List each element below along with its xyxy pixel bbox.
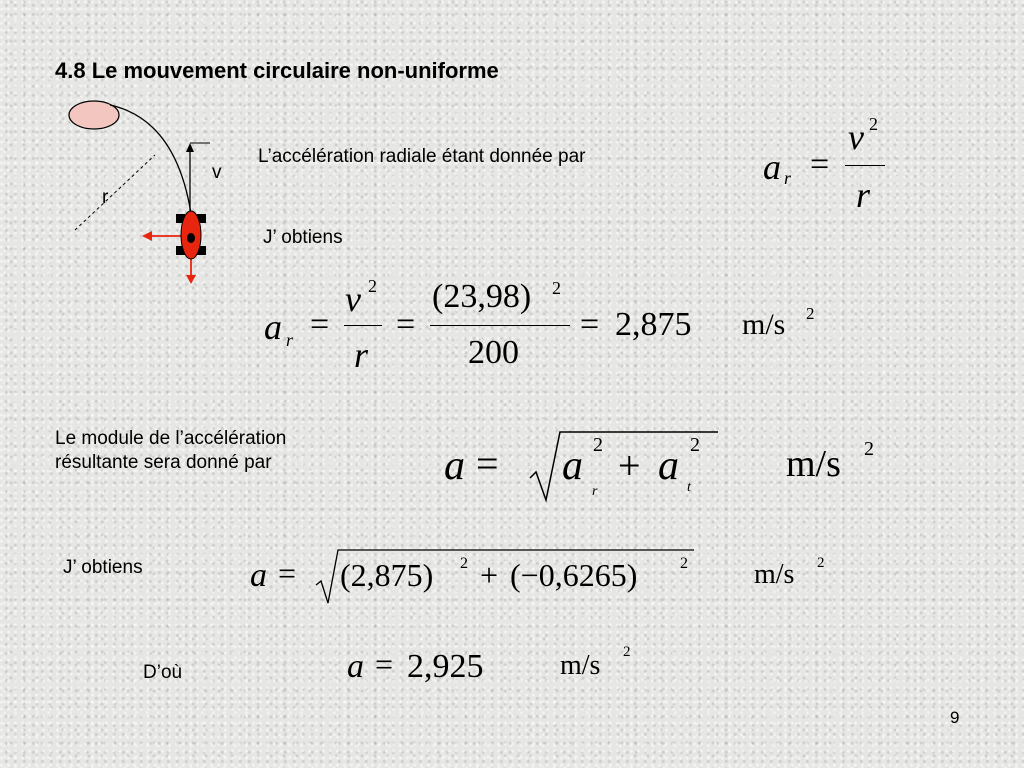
eq4-term1-sup: 2	[460, 555, 468, 572]
radial-arrowhead	[142, 231, 152, 241]
eq3-unit-sup: 2	[864, 438, 874, 460]
eq2-numerator-2: (23,98)	[432, 278, 532, 315]
trajectory-curve	[110, 105, 192, 220]
eq2-numerator: v	[345, 279, 361, 319]
tangential-arrowhead	[186, 275, 196, 284]
eq5-unit: m/s	[560, 650, 601, 681]
eq2-num-sup: 2	[368, 276, 377, 296]
eq4-term2-sup: 2	[680, 555, 688, 572]
eq4-unit-sup: 2	[817, 555, 825, 571]
eq1-numerator: v	[848, 117, 864, 157]
circular-motion-diagram	[60, 95, 230, 290]
eq2-fraction-bar-2	[430, 325, 570, 326]
eq2-denominator: r	[354, 335, 369, 375]
eq4-equals: =	[278, 555, 297, 591]
eq4-plus: +	[480, 557, 499, 593]
car-icon	[176, 211, 206, 259]
eq5-unit-sup: 2	[623, 644, 631, 660]
eq3-term1: a	[562, 443, 583, 489]
eq2-equals-3: =	[580, 306, 600, 343]
eq2-equals-1: =	[310, 306, 330, 343]
obtain-text-2: J’ obtiens	[63, 557, 143, 578]
eq1-denominator: r	[856, 175, 871, 215]
velocity-label: v	[212, 162, 222, 183]
eq5-value: 2,925	[407, 648, 484, 685]
eq1-num-sup: 2	[869, 114, 878, 134]
slide-title: 4.8 Le mouvement circulaire non-uniforme	[55, 58, 499, 83]
eq3-term1-sub: r	[592, 484, 598, 499]
eq2-fraction-bar-1	[344, 325, 382, 326]
equation-resultant-magnitude	[440, 420, 890, 515]
eq3-lhs: a	[444, 443, 465, 489]
eq1-fraction-bar	[845, 165, 885, 166]
module-text: Le module de l’accélération résultante sera donné par	[55, 428, 287, 473]
eq4-lhs: a	[250, 557, 267, 594]
eq1-lhs: a	[763, 147, 781, 187]
radius-label: r	[102, 187, 109, 208]
eq4-term1: (2,875)	[340, 557, 434, 593]
equation-radial-definition	[760, 110, 900, 220]
eq3-term1-sup: 2	[593, 434, 603, 456]
eq2-lhs: a	[264, 307, 282, 347]
eq3-equals: =	[476, 441, 499, 486]
eq1-equals: =	[810, 146, 830, 183]
eq1-lhs-sub: r	[784, 168, 792, 188]
eq2-denominator-2: 200	[468, 334, 519, 371]
eq4-term2: (−0,6265)	[510, 557, 638, 593]
eq4-unit: m/s	[754, 559, 795, 590]
eq3-unit: m/s	[786, 443, 841, 485]
equation-final-result	[345, 640, 645, 695]
velocity-arrowhead	[186, 143, 194, 152]
equation-radial-numeric	[262, 272, 842, 382]
eq3-term2-sub: t	[687, 480, 691, 495]
page-number: 9	[950, 708, 960, 727]
eq5-lhs: a	[347, 648, 364, 685]
eq2-unit: m/s	[742, 308, 786, 341]
eq2-unit-sup: 2	[806, 304, 815, 323]
eq2-num2-sup: 2	[552, 278, 561, 298]
eq3-term2-sup: 2	[690, 434, 700, 456]
obtain-text-1: J’ obtiens	[263, 227, 343, 248]
eq5-equals: =	[375, 646, 394, 682]
eq2-lhs-sub: r	[286, 330, 294, 350]
eq2-equals-2: =	[396, 306, 416, 343]
hence-text: D’où	[143, 662, 183, 683]
radial-acceleration-text: L’accélération radiale étant donnée par	[258, 146, 586, 167]
radius-line	[75, 155, 155, 230]
eq3-term2: a	[658, 443, 679, 489]
eq3-plus: +	[618, 443, 641, 488]
equation-resultant-numeric	[248, 545, 838, 610]
eq2-result: 2,875	[615, 306, 692, 343]
